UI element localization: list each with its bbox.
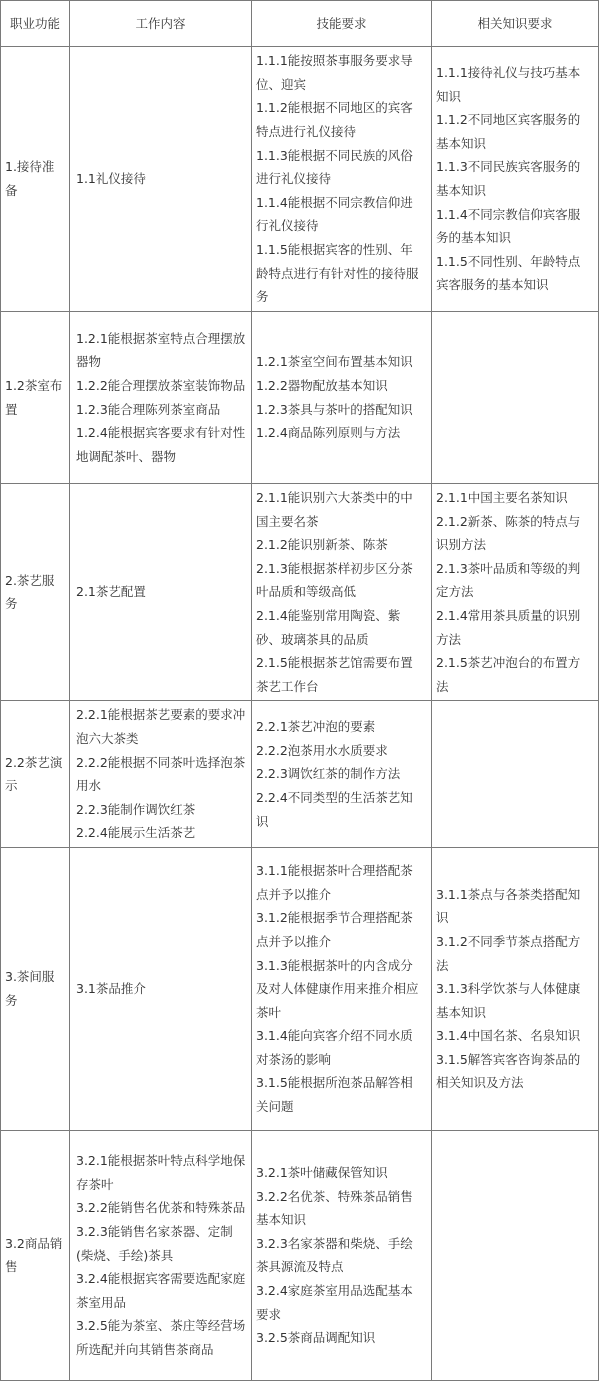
knowledge-item: 3.1.2不同季节茶点搭配方法 bbox=[436, 933, 581, 973]
table-row bbox=[1, 1130, 599, 1380]
skill-item: 2.2.1茶艺冲泡的要素 bbox=[256, 719, 376, 735]
work-content-cell bbox=[70, 1130, 252, 1380]
skill-item: 1.1.3能根据不同民族的风俗进行礼仪接待 bbox=[256, 147, 413, 187]
knowledge-requirements-cell bbox=[432, 701, 599, 848]
header-knowledge-requirements: 相关知识要求 bbox=[432, 1, 599, 47]
skill-item: 2.2.2泡茶用水水质要求 bbox=[256, 742, 388, 758]
skill-requirements-cell bbox=[252, 312, 432, 484]
skill-item: 1.1.1能按照茶事服务要求导位、迎宾 bbox=[256, 53, 413, 92]
skill-item: 2.1.5能根据茶艺馆需要布置茶艺工作台 bbox=[256, 655, 413, 694]
knowledge-requirements-cell bbox=[432, 484, 599, 701]
function-cell: 1.2茶室布置 bbox=[1, 312, 70, 484]
knowledge-requirements-cell bbox=[432, 312, 599, 484]
knowledge-item: 1.1.5不同性别、年龄特点宾客服务的基本知识 bbox=[436, 253, 581, 293]
knowledge-item: 2.1.2新茶、陈茶的特点与识别方法 bbox=[436, 513, 581, 553]
work-content-cell bbox=[70, 701, 252, 848]
knowledge-item: 2.1.3茶叶品质和等级的判定方法 bbox=[436, 560, 581, 600]
work-content-cell bbox=[70, 47, 252, 312]
knowledge-item: 3.1.3科学饮茶与人体健康基本知识 bbox=[436, 981, 581, 1020]
function-cell: 1.接待准备 bbox=[1, 47, 70, 312]
knowledge-item: 3.1.1茶点与各茶类搭配知识 bbox=[436, 886, 581, 926]
function-cell: 2.2茶艺演示 bbox=[1, 701, 70, 848]
work-item: 2.1茶艺配置 bbox=[76, 584, 146, 600]
skill-item: 3.2.4家庭茶室用品选配基本要求 bbox=[256, 1283, 413, 1322]
header-skill-requirements: 技能要求 bbox=[252, 1, 432, 47]
work-item: 1.2.1能根据茶室特点合理摆放器物 bbox=[76, 330, 246, 370]
knowledge-requirements-cell bbox=[432, 847, 599, 1130]
skill-item: 2.1.2能识别新茶、陈茶 bbox=[256, 537, 388, 553]
work-item: 3.2.1能根据茶叶特点科学地保存茶叶 bbox=[76, 1153, 246, 1192]
table-row bbox=[1, 312, 599, 484]
skill-item: 3.2.5茶商品调配知识 bbox=[256, 1330, 376, 1346]
skill-item: 2.1.3能根据茶样初步区分茶叶品质和等级高低 bbox=[256, 560, 413, 600]
work-item: 3.2.4能根据宾客需要选配家庭茶室用品 bbox=[76, 1271, 246, 1310]
knowledge-item: 1.1.2不同地区宾客服务的基本知识 bbox=[436, 112, 581, 151]
function-cell: 2.茶艺服务 bbox=[1, 484, 70, 701]
skill-item: 3.2.3名家茶器和柴烧、手绘茶具源流及特点 bbox=[256, 1235, 413, 1275]
skill-requirements-cell bbox=[252, 484, 432, 701]
table-row bbox=[1, 484, 599, 701]
work-item: 3.2.3能销售名家茶器、定制(柴烧、手绘)茶具 bbox=[76, 1224, 233, 1263]
skill-item: 3.1.4能向宾客介绍不同水质对茶汤的影响 bbox=[256, 1028, 413, 1067]
knowledge-item: 2.1.1中国主要名茶知识 bbox=[436, 490, 568, 505]
skill-item: 1.1.4能根据不同宗教信仰进行礼仪接待 bbox=[256, 194, 413, 234]
knowledge-item: 3.1.4中国名茶、名泉知识 bbox=[436, 1028, 581, 1044]
knowledge-item: 1.1.1接待礼仪与技巧基本知识 bbox=[436, 65, 581, 104]
knowledge-item: 3.1.5解答宾客咨询茶品的相关知识及方法 bbox=[436, 1051, 581, 1091]
skill-item: 3.2.1茶叶储藏保管知识 bbox=[256, 1165, 388, 1181]
skill-item: 2.1.4能鉴别常用陶瓷、紫砂、玻璃茶具的品质 bbox=[256, 607, 401, 647]
work-item: 2.2.2能根据不同茶叶选择泡茶用水 bbox=[76, 754, 246, 794]
work-item: 3.2.5能为茶室、茶庄等经营场所选配并向其销售茶商品 bbox=[76, 1318, 246, 1357]
work-content-cell bbox=[70, 484, 252, 701]
skill-item: 1.1.2能根据不同地区的宾客特点进行礼仪接待 bbox=[256, 100, 413, 140]
skill-item: 3.2.2名优茶、特殊茶品销售基本知识 bbox=[256, 1188, 413, 1228]
function-cell: 3.茶间服务 bbox=[1, 847, 70, 1130]
knowledge-requirements-cell bbox=[432, 1130, 599, 1380]
skill-item: 2.2.4不同类型的生活茶艺知识 bbox=[256, 789, 413, 829]
work-content-cell bbox=[70, 312, 252, 484]
work-item: 2.2.1能根据茶艺要素的要求冲泡六大茶类 bbox=[76, 707, 246, 746]
table-row bbox=[1, 847, 599, 1130]
skill-item: 2.2.3调饮红茶的制作方法 bbox=[256, 766, 401, 782]
work-content-cell bbox=[70, 847, 252, 1130]
table-body bbox=[1, 47, 599, 1381]
skill-item: 1.2.3茶具与茶叶的搭配知识 bbox=[256, 401, 413, 417]
work-item: 2.2.3能制作调饮红茶 bbox=[76, 801, 196, 817]
skill-item: 3.1.2能根据季节合理搭配茶点并予以推介 bbox=[256, 910, 413, 949]
knowledge-item: 2.1.4常用茶具质量的识别方法 bbox=[436, 607, 581, 647]
header-function: 职业功能 bbox=[1, 1, 70, 47]
knowledge-item: 2.1.5茶艺冲泡台的布置方法 bbox=[436, 655, 581, 694]
function-cell: 3.2商品销售 bbox=[1, 1130, 70, 1380]
skill-item: 1.2.1茶室空间布置基本知识 bbox=[256, 354, 413, 370]
header-work-content: 工作内容 bbox=[70, 1, 252, 47]
table-row bbox=[1, 701, 599, 848]
work-item: 3.2.2能销售名优茶和特殊茶品 bbox=[76, 1200, 246, 1216]
knowledge-item: 1.1.3不同民族宾客服务的基本知识 bbox=[436, 159, 581, 198]
knowledge-item: 1.1.4不同宗教信仰宾客服务的基本知识 bbox=[436, 206, 581, 246]
skill-item: 3.1.5能根据所泡茶品解答相关问题 bbox=[256, 1075, 413, 1115]
skill-item: 1.1.5能根据宾客的性别、年龄特点进行有针对性的接待服务 bbox=[256, 241, 419, 305]
header-row bbox=[1, 1, 599, 47]
table-row bbox=[1, 47, 599, 312]
work-item: 1.2.4能根据宾客要求有针对性地调配茶叶、器物 bbox=[76, 425, 246, 464]
skill-item: 1.2.2器物配放基本知识 bbox=[256, 377, 388, 393]
skill-requirements-cell bbox=[252, 47, 432, 312]
work-item: 1.2.3能合理陈列茶室商品 bbox=[76, 401, 221, 417]
work-item: 3.1茶品推介 bbox=[76, 981, 146, 997]
skill-requirements-cell bbox=[252, 701, 432, 848]
work-item: 2.2.4能展示生活茶艺 bbox=[76, 825, 196, 841]
skill-requirements-cell bbox=[252, 847, 432, 1130]
work-item: 1.2.2能合理摆放茶室装饰物品 bbox=[76, 377, 246, 393]
knowledge-requirements-cell bbox=[432, 47, 599, 312]
skill-requirements-cell bbox=[252, 1130, 432, 1380]
skill-item: 3.1.1能根据茶叶合理搭配茶点并予以推介 bbox=[256, 863, 413, 902]
work-item: 1.1礼仪接待 bbox=[76, 171, 146, 187]
skill-item: 1.2.4商品陈列原则与方法 bbox=[256, 425, 401, 441]
skill-item: 3.1.3能根据茶叶的内含成分及对人体健康作用来推介相应茶叶 bbox=[256, 957, 419, 1020]
skill-item: 2.1.1能识别六大茶类中的中国主要名茶 bbox=[256, 490, 413, 529]
